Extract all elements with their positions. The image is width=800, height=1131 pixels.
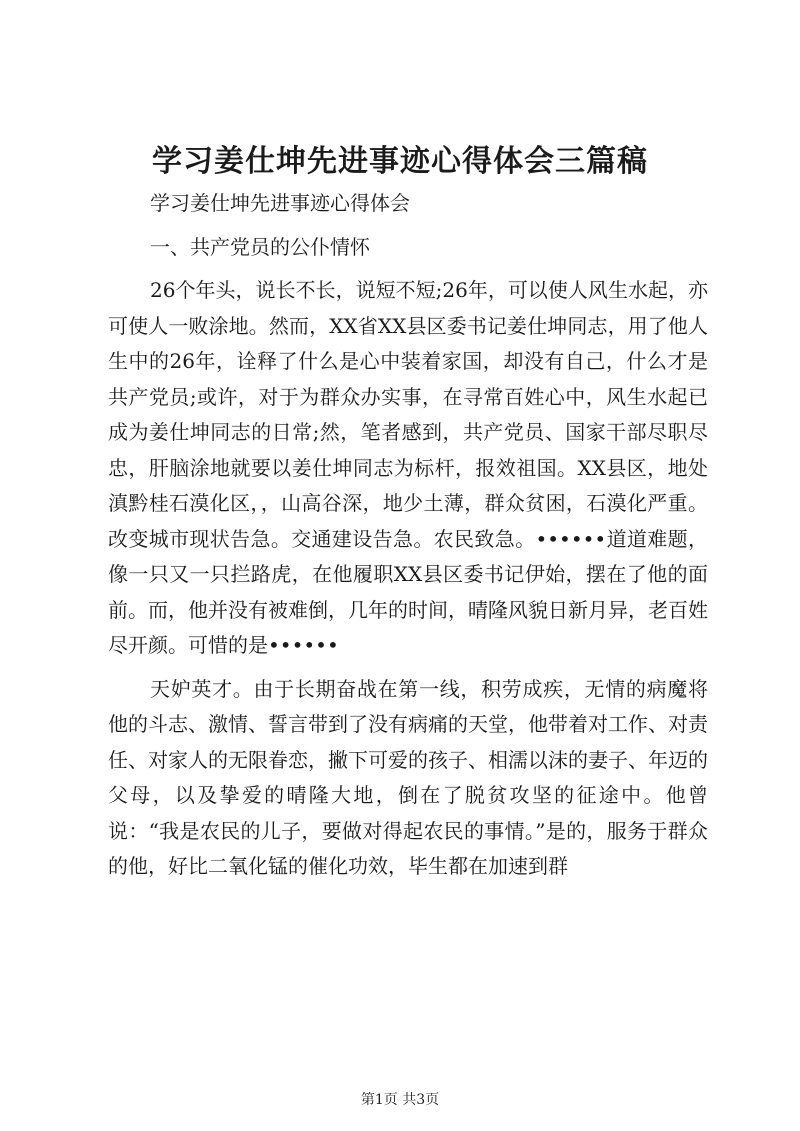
document-body <box>108 186 708 885</box>
paragraph-body-1: 26个年头，说长不长，说短不短;26年，可以使人风生水起，亦可使人一败涂地。然而，XX省XX县区委书记姜仕坤同志，用了他人生中的26年，诠释了什么是心中装着家国，却没有自己，什么才是共产党员;或许，对于为群众办实事，在寻常百姓心中，风生水起已成为姜仕坤同志的日常;然，笔者感到，共产党员、国家干部尽职尽忠，肝脑涂地就要以姜仕坤同志为标杆，报效祖国。XX县区，地处滇黔桂石漠化区，，山高谷深，地少土薄，群众贫困，石漠化严重。改变城市现状告急。交通建设告急。农民致急。••••••道道难题，像一只又一只拦路虎，在他履职XX县区委书记伊始，摆在了他的面前。而，他并没有被难倒，几年的时间，晴隆风貌日新月异，老百姓尽开颜。可惜的是•••••• <box>108 278 708 657</box>
paragraph-body-2: 天妒英才。由于长期奋战在第一线，积劳成疾，无情的病魔将他的斗志、激情、誓言带到了没有病痛的天堂，他带着对工作、对责任、对家人的无限眷恋，撇下可爱的孩子、相濡以沫的妻子、年迈的父母，以及挚爱的晴隆大地，倒在了脱贫攻坚的征途中。他曾说：“我是农民的儿子，要做对得起农民的事情。”是的，服务于群众的他，好比二氧化锰的催化功效，毕生都在加速到群 <box>108 676 708 878</box>
page-footer: 第1页 共3页 <box>360 1092 440 1108</box>
paragraph-subtitle: 学习姜仕坤先进事迹心得体会 <box>150 191 410 215</box>
document-title: 学习姜仕坤先进事迹心得体会三篇稿 <box>152 144 648 179</box>
paragraph-section-heading: 一、共产党员的公仆情怀 <box>150 234 370 259</box>
